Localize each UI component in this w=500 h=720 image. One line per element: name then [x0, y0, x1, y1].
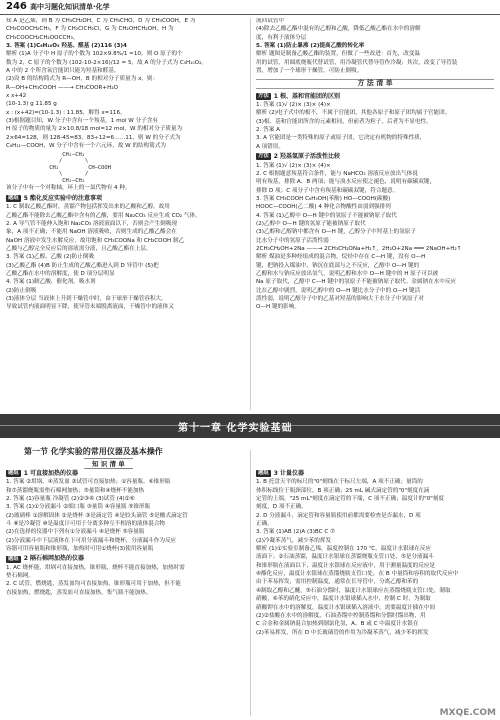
text-line: 4. 答案 (1)制乙酸、催化剂、吸水剂	[6, 279, 96, 286]
text-line: (3)乙醇和乙醇钠中都含有 O—H 键，乙醇分子中羟基上的氢原子	[256, 229, 416, 236]
text-line: C₆H₁₁—COOH，W 分子中含有一个六元环，故 W 的结构简式为	[6, 143, 167, 150]
text-line: HOOC—COOH(乙二酸) 4 种化合物酸性由弱到强排列	[256, 204, 391, 211]
text-line: 比在乙醇中剧烈，说明乙醇中的 O—H 键比水分子中的 O—H 键活	[256, 287, 421, 294]
column-divider	[250, 18, 251, 410]
section-heading	[6, 195, 246, 202]
section-title: 3 计量仪器	[273, 470, 305, 477]
text-line: x : (x+42)=(10-1.3) : 11.85，解得 x=116。	[6, 109, 126, 116]
right-column	[256, 18, 494, 410]
text-line: 1. AC 烧杯能，坩埚可直接加热，锥形瓶，烧杯不能直接加热，加热时需	[6, 564, 185, 571]
text-line: ④制取乙醇和乙醚，⑤石油分馏时，温度计水银球应在蒸馏烧瓶支管口处，制取	[256, 587, 451, 594]
text-line: 键，把钠投入煤油中，钠沉在底部与之不反应，乙醇中 O—H 键的	[256, 262, 420, 269]
text-line: 硝酸，⑥苯的硝化反应中，温度计水银球插入水中，控制 C 时，为制取	[256, 596, 431, 603]
text-line: (2)②盐酸在水中的溶解度，石油蒸馏中控制蒸馏和分馏时馏出物，用	[256, 612, 426, 619]
text-line: 解析 煤油是多种烃组成的混合物，烷烃中存在 C—H 键，没有 O—H	[256, 254, 426, 261]
text-line: (3)根、基和官能团所含的元素相同，但前者为粒子，后者为不显电性。	[256, 118, 432, 125]
text-line: 和锥形瓶在液面以下，温度计水银球在反应液中，用于测量温度的反应是	[256, 562, 436, 569]
text-line: 乙醇和水与钠反应放出氢气，说明乙醇和水中 O—H 键中的 H 原子可以被	[256, 270, 439, 277]
section-heading	[6, 470, 246, 477]
equation: 2CH₃CH₂OH+2Na ——→ 2CH₃CH₂ONa+H₂↑，2H₂O+2Na ═══ 2NaOH+H₂↑	[256, 245, 462, 252]
section-title: 2 羟基氢原子活泼性比较	[273, 153, 341, 161]
text-line: 解析 题图是制备乙酸乙酯的装置，但做了一些改进：首先，改变温	[256, 51, 420, 58]
text-line: 直接加热，燃烧匙，蒸发皿可直接加热，集气瓶不能加热。	[6, 589, 152, 596]
book-title: 高中习题化知识清单·化学	[30, 3, 110, 11]
text-line: 3. A 官能团是一类特殊的原子或原子团，它决定有机物的特殊性质，	[256, 135, 426, 142]
text-line: 由于苯易挥发，需用控制温度，通常在长导管中，分离乙醇和苯的	[256, 579, 419, 586]
text-line: Na 原子取代，乙醇中 C—H 键中的氢原子不能被钠原子取代。金属钠在水中反应	[256, 279, 457, 286]
section-tag: 题组	[8, 470, 19, 477]
text-line: 度，有利于液体分层	[256, 34, 307, 41]
text-line: (2)分液漏斗中下层液体在下可用分液漏斗和烧杯，分液漏斗作为反应	[6, 537, 177, 544]
text-line: (2)乙醇中 O—H 键的氢原子能被钠原子取代	[256, 220, 366, 227]
text-line: 乙酸乙酯不能除去乙酸乙酯中含有的乙酸，要用 Na₂CO₃ 反应生成 CO₂ 气体。	[6, 212, 201, 219]
text-line: 1. C 制取乙酸乙酯时，蒸馏产物包括挥发出来的乙酸和乙醇，故用	[6, 204, 170, 211]
text-line: 流回试管中	[256, 18, 284, 24]
method-list-title: 方 法 清 单	[256, 79, 494, 88]
text-line: (3)液体分层 当液体上升到干燥管中时，由于球形干燥管容积大，	[6, 295, 167, 302]
text-line: (2)在选择的仪器中下列有①分液漏斗 ④是烧杯 ⑤容量瓶	[6, 529, 145, 536]
text-line: 3. 答案 (1)AB (2)A (3)BC C ⑦	[256, 529, 336, 536]
text-line: 2. D 分液漏斗，滴定管和容量瓶使用前都需要检查是否漏水，D 项	[256, 512, 421, 519]
text-line: 体积标线位于瓶颈部位，B 项正确；25 mL 碱式滴定管的"0"刻度在滴	[256, 487, 430, 494]
text-line: 和⑦蒸馏烧瓶需垫石棉网加热；⑤量筒和④烧杯不能加热	[6, 487, 145, 494]
text-line: 容器可用容量瓶和锥形瓶，加热时可用①烧杯(3)使用容量瓶	[6, 546, 154, 553]
equation: (10-1.3) g 11.85 g	[6, 101, 57, 108]
text-line: 液面下；②石油蒸馏，温度计水银球在蒸馏烧瓶支管口处，⑤是分液漏斗	[256, 554, 434, 561]
section-heading	[256, 470, 494, 477]
text-line: 3. 答案 (1)①分液漏斗 ②细口瓶 ③量筒 ④容量瓶 ⑤锥形瓶	[6, 504, 151, 511]
text-line: 斗 ⑧是冷凝管 ⑩是温度计可用于分离多种互不相溶的液体混合物	[6, 521, 166, 528]
text-line: 数为 2，C 原子的个数为 (102-10-2×16)/12 = 5，故 A 的分子式为 C₅H₁₀O₂。	[6, 59, 207, 66]
left-column	[6, 18, 246, 410]
section-tag: 题组	[8, 194, 19, 201]
text-line: 刻度，D 项不正确。	[256, 504, 307, 511]
text-line: (4)除去乙酸乙酯中混有的乙醇和乙酸，降低乙酸乙酯在水中的溶解	[256, 26, 421, 33]
answer-5: 5. 答案 (1)防止暴沸 (2)提高乙酸的转化率	[256, 43, 365, 50]
text-line: H 原子的物质的量为 2×10.8/18 mol=12 mol，W 的相对分子质量为	[6, 126, 183, 133]
section-tag: 题组	[8, 555, 19, 562]
text-line: 垫石棉网。	[6, 573, 34, 580]
section-main-title: 第一节 化学实验的常用仪器及基本操作	[24, 447, 163, 456]
text-line: 2×64=128，则 128-45=83，83÷12=6……11，则 W 的分子式为	[6, 134, 181, 141]
text-line: 知 A 是乙烯，则 B 为 CH₃CH₂OH，C 为 CH₃CHO，D 为 CH₃COOH，E 为	[6, 18, 196, 24]
text-line: 定管的上端，"25 mL"刻度在滴定管的下端，C 项不正确；温度计的"0"刻度	[256, 496, 445, 503]
text-line: (2)苯易挥发，所在 D 中长玻璃管的作用为冷凝苯蒸气，减少苯的挥发	[256, 629, 429, 636]
text-line: 1. 答案 (1)√ (2)× (3)× (4)×	[256, 162, 331, 169]
text-line: 2. C 根据题意羧基符合条件，能与 NaHCO₃ 溶液反应放出气体说	[256, 170, 418, 177]
text-line: 1. 答案 ②坩埚、④蒸发皿 ③试管可直接加热；①容量瓶、⑥锥形瓶	[6, 479, 171, 486]
chapter-title: 第十一章 化学实验基础	[178, 423, 293, 434]
text-line: A 项错误。	[256, 143, 284, 150]
text-line: 3. 答案 CH₃COOH C₆H₅OH(苯酚) HO—COOH(碳酸)	[256, 195, 391, 202]
text-line: 2. 答案 A	[256, 127, 280, 134]
text-line: (3)乙酸乙酯 (4)B 防止生成的乙酸乙酯进入到 D 导管中 (5)把	[6, 262, 159, 269]
text-line: A 中的 2 个所含氧官能团只能为羟基和醛基。	[6, 68, 120, 75]
text-line: 泼性弱，说明乙醇分子中的乙基对羟基的影响大于水分子中氢原子对	[256, 296, 424, 302]
right-column-lower	[256, 468, 494, 718]
knowledge-list-title: 知 识 清 单	[84, 458, 133, 469]
text-line: (2)玻璃棒 ①溶解固体 ②是烧杯 ③是滴定管 ④是胶头滴管 ⑤是酸式滴定管	[6, 512, 188, 519]
section-title: 1 根、基和官能团的区别	[273, 92, 341, 100]
section-heading	[6, 555, 246, 562]
section-heading	[256, 153, 494, 160]
left-column-lower	[6, 468, 246, 718]
text-line: 4. 答案 (1)乙醇中 O—H 键中的氢原子不能被钠原子取代	[256, 212, 397, 219]
text-line: 硝酸钾在水中的溶解度，温度计水银球插入溶液中，需要温度计插在中间	[256, 604, 436, 611]
section-heading	[256, 93, 494, 100]
text-line: 导致试管内液面明显下降，使导管末端脱离液面，干燥管中的液体又	[6, 304, 174, 311]
page-number: 246	[6, 1, 27, 12]
section-tag: 题组	[258, 470, 269, 477]
text-line: C 合金和金属钠混合加热到制氯化氢，A、B 或 C 中温度计水银在	[256, 621, 419, 628]
text-line: O—H 键的影响。	[256, 304, 300, 311]
equation: R—OH+CH₃COOH ——→ CH₃COOR+H₂O	[6, 84, 118, 91]
text-line: 乙酸与乙醇完全反应后的溶液需分液，且乙酸乙酯在上层。	[6, 245, 152, 252]
text-line: 明有羧基，排除 A、B 两项；能与溴水反应使之褪色，说明有碳碳双键，	[256, 179, 436, 186]
section-title: 1 可直接加热的仪器	[23, 470, 79, 477]
text-line: ⑥酯化反应，温度计水银球在蒸馏烧瓶支管口处，在 B 中量筒和容积的取代反应中	[256, 571, 459, 578]
text-line: 2. C 试管，燃烧匙，蒸发皿均可直接加热，锥形瓶可用于加热，但不能	[6, 581, 182, 588]
text-line: 3. 答案 (1)乙醇、乙酸 (2)防止倒吸	[6, 254, 95, 261]
text-line: 排除 D 项；C 项分子中含有羧基和碳碳双键，符合题意。	[256, 187, 399, 194]
text-line: 2. 答案 (1)容量瓶 冷凝管 (2)②③⑥ (3)试管 (4)②⑥	[6, 496, 135, 503]
text-line: NaOH 溶液中发生水解反应，故用饱和 CH₃COONa 和 CH₃COOH 制乙	[6, 237, 185, 244]
text-line: CH₃COOCH₂CH₃，F 为 CH₂ClCH₂Cl，G 为 CH₂OHCH₂OH，H 为	[6, 26, 174, 33]
text-line: 1. 答案 (1)√ (2)× (3)× (4)×	[256, 102, 331, 109]
text-line: CH₃COOCH₂CH₂OOCCH₃。	[6, 34, 79, 41]
text-line: 1. B 托盘天平的标尺的"0"刻线在于标尺左端，A 项不正确；量筒的	[256, 479, 423, 486]
text-line: 2. A 导气管不能伸入饱和 Na₂CO₃ 溶液液面以下，否则会产生倒吸现	[6, 220, 177, 227]
text-line: 解析 (1)①实验室制备乙烯，温度控制在 170 ℃，温度计水银球在反应	[256, 546, 432, 553]
section-title: 5 酯化反应实验中的注意事项	[23, 194, 103, 202]
column-divider	[250, 450, 251, 716]
text-line: (2)冷凝苯蒸气，减少苯的挥发	[256, 537, 332, 544]
text-line: 解析 (1)A 分子中 H 原子的个数为 102×9.8%/1 ≈10，则 O 原子的个	[6, 51, 183, 58]
section-title: 2 隔石棉网加热的仪器	[23, 555, 85, 563]
equation: x x+42	[6, 93, 27, 100]
text-line: 解析 (2)电子式中的根不，不属于官能团，其他各原子和原子团均属于官能团。	[256, 110, 451, 117]
text-line: 该分子中有一个对称轴，环上的一氯代物有 4 种。	[6, 185, 131, 192]
text-line: 正确。	[256, 521, 273, 528]
answer-3: 3. 答案 (1)C₆H₁₀O₃ 羟基、醛基 (2)116 (3)4	[6, 43, 127, 50]
ring-structure-formula: CH₂—CH₂ / \ CH₂ CH—COOH \ / CH₂—CH₂	[49, 151, 111, 184]
text-line: (3)根据题目知，W 分子中含有一个羧基，1 mol W 分子含有	[6, 118, 158, 125]
section-tag: 方法	[258, 92, 269, 99]
text-line: 比水分子中的氢原子活泼性弱	[256, 237, 329, 244]
text-line: 用的试管，用圆底烧瓶代替试管，用冷凝管代替导管作冷凝；其次，改变了导管装	[256, 59, 458, 66]
text-line: (2)防止倒吸	[6, 287, 37, 294]
text-line: 乙酸乙酯在水中的溶解度，使 D 项分层明显	[6, 270, 115, 277]
page-header	[0, 0, 500, 15]
section-tag: 方法	[258, 153, 269, 160]
text-line: 象，A 项不正确；不能用 NaOH 溶液吸收，否则生成的乙酸乙酯会在	[6, 229, 177, 236]
text-line: (2)设 B 的结构简式为 R—OH，B 的相对分子质量为 x，则：	[6, 76, 159, 83]
watermark-logo: MXQE.COM	[439, 708, 496, 718]
text-line: 置，增加了一个球形干燥管，可防止倒吸。	[256, 68, 363, 75]
